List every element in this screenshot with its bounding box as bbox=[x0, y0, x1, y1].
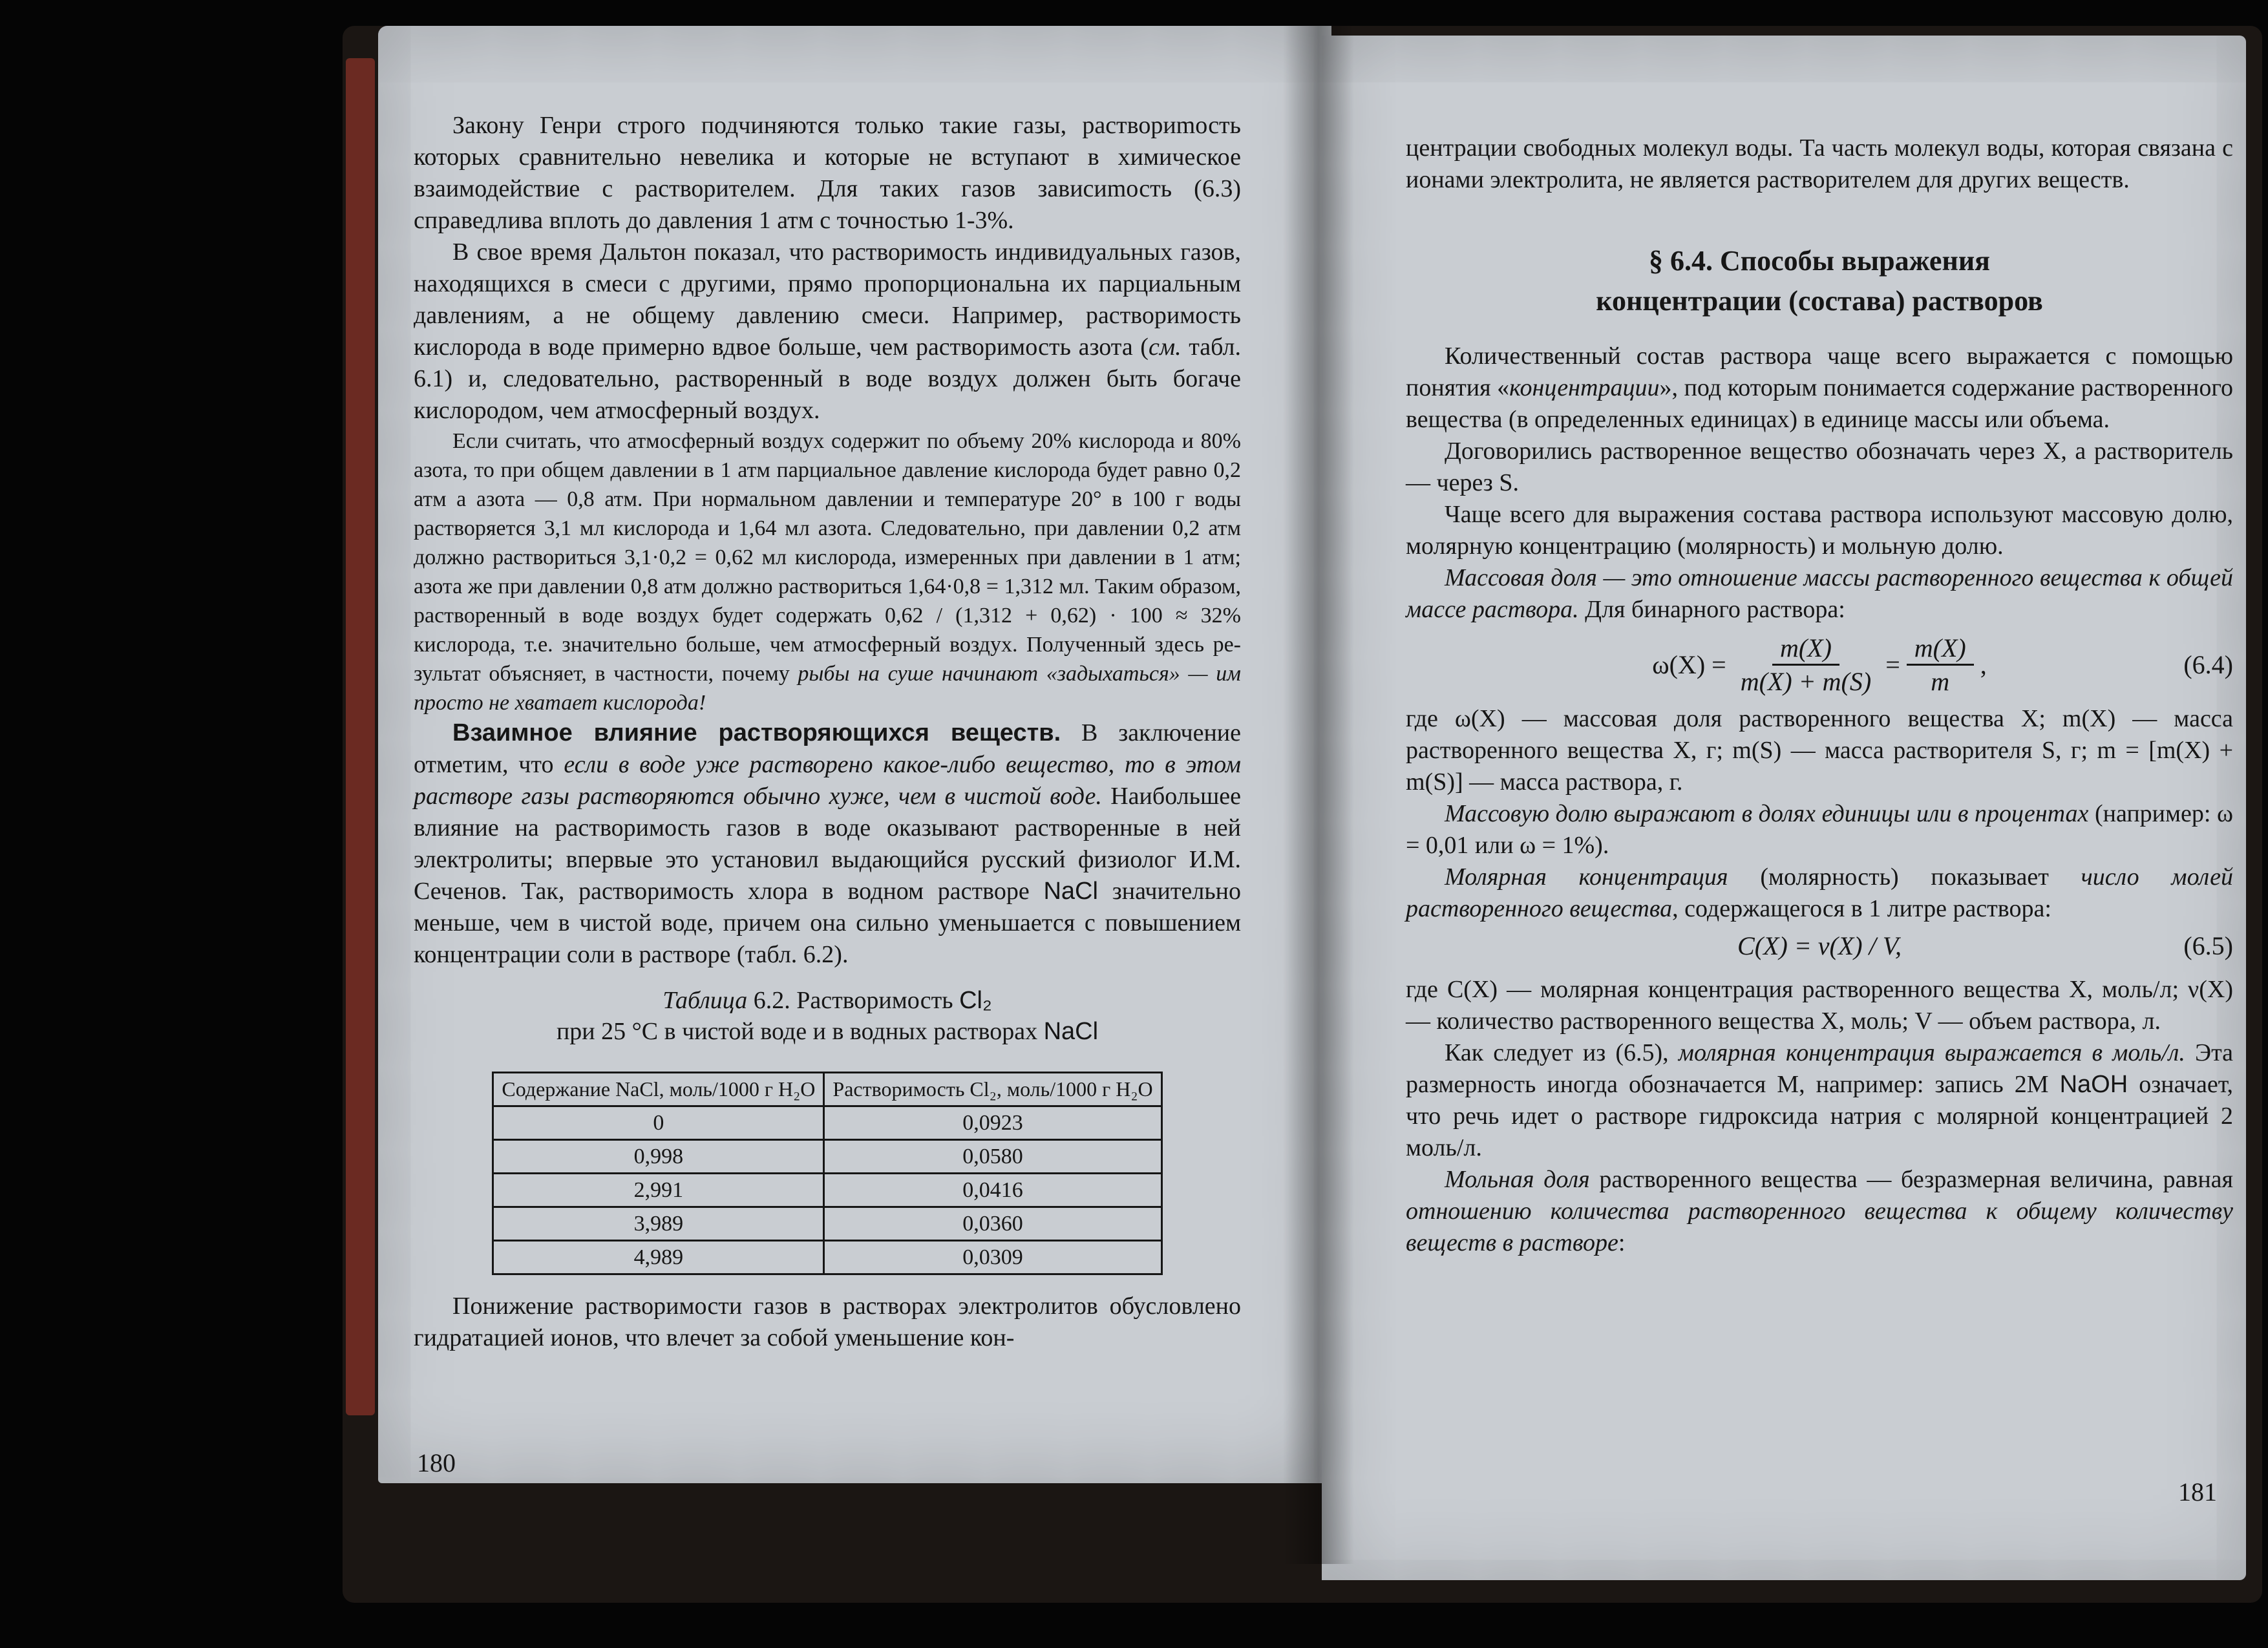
naoh-formula: NaOH bbox=[2059, 1071, 2128, 1098]
formula1-fraction-1 bbox=[1733, 632, 1879, 697]
left-page bbox=[378, 26, 1331, 1483]
mass-fraction-binary: Для бинарного раствора: bbox=[1578, 596, 1845, 623]
table-row bbox=[493, 1207, 1161, 1241]
table-caption-label: Таблица bbox=[662, 987, 748, 1014]
units-italic: молярная концентрация выражается в моль/л. bbox=[1678, 1039, 2185, 1066]
section-heading-line-1: § 6.4. Способы выражения bbox=[1649, 245, 1990, 277]
table-cell: 0,0309 bbox=[824, 1241, 1161, 1274]
formula1-num1: m(X) bbox=[1772, 632, 1839, 666]
left-page-text bbox=[414, 110, 1241, 1354]
table-caption-cl2: Cl₂ bbox=[959, 987, 992, 1014]
concentration-b: », под которым понимается содержание растворенного вещества (в определенных единицах) в единице массы или объема. bbox=[1406, 374, 2233, 433]
formula1-eq: = bbox=[1885, 650, 1900, 679]
solubility-table bbox=[492, 1072, 1162, 1275]
mutual-italic: если в воде уже растворено какое-либо вещество, то в этом растворе газы растворяются обычно хуже, чем в чистой воде. bbox=[414, 751, 1241, 810]
right-paragraph-mass-vars: где ω(X) — массовая доля растворенного вещества X; m(X) — масса растворенного вещества X, г; m(S) — масса растворителя S, г; m = [m(X) + m(S)] — масса раствора, г. bbox=[1406, 705, 2233, 796]
table-caption-2: при 25 °С в чистой воде и в водных растворах bbox=[556, 1018, 1044, 1045]
table-caption-1: 6.2. Растворимость bbox=[747, 987, 960, 1014]
right-paragraph-mass-fraction bbox=[1406, 562, 2233, 626]
page-number-right: 181 bbox=[2178, 1477, 2217, 1506]
right-paragraph-concentration bbox=[1406, 341, 2233, 436]
dalton-text-end: табл. 6.1) и, следовательно, растворенный в воде воздух должен быть богаче кислородом, чем атмосферный воздух. bbox=[414, 333, 1241, 424]
mutual-c: значительно меньше, чем в чистой воде, причем она сильно уменьшается с повышением концентрации соли в растворе (табл. 6.2). bbox=[414, 878, 1241, 968]
formula1-den1: m(X) + m(S) bbox=[1740, 666, 1872, 696]
left-paragraph-mutual bbox=[414, 717, 1241, 971]
right-paragraph-notation: Договорились растворенное вещество обозначать через X, а растворитель — через S. bbox=[1406, 438, 2233, 496]
units-b: Эта размерность иногда обозначается М, например: запись 2М bbox=[1406, 1039, 2233, 1098]
table-cell: 0 bbox=[493, 1106, 824, 1140]
table-cell: 3,989 bbox=[493, 1207, 824, 1241]
nacl-formula: NaCl bbox=[1043, 878, 1098, 905]
right-page-text bbox=[1406, 132, 2233, 1259]
table-header-row bbox=[493, 1073, 1161, 1106]
units-a: Как следует из (6.5), bbox=[1445, 1039, 1679, 1066]
formula1-lhs: ω(X) = bbox=[1652, 650, 1726, 679]
left-paragraph-example bbox=[414, 427, 1241, 717]
formula-molarity bbox=[1406, 930, 2233, 969]
table-cell: 0,998 bbox=[493, 1140, 824, 1174]
molarity-b: , содержащегося в 1 литре раствора: bbox=[1672, 895, 2051, 922]
table-row bbox=[493, 1140, 1161, 1174]
table-cell: 4,989 bbox=[493, 1241, 824, 1274]
mutual-a: В заключение отметим, что bbox=[414, 719, 1242, 778]
mole-fraction-italic: отношению количества растворенного вещества к общему количеству веществ в растворе bbox=[1406, 1198, 2233, 1256]
mole-fraction-term: Мольная доля bbox=[1445, 1166, 1590, 1193]
table-cell: 0,0360 bbox=[824, 1207, 1161, 1241]
table-header-cl2: Растворимость Cl₂, моль/1000 г H₂O bbox=[824, 1073, 1161, 1106]
table-cell: 0,0580 bbox=[824, 1140, 1161, 1174]
table-caption bbox=[414, 985, 1241, 1047]
table-caption-nacl: NaCl bbox=[1043, 1018, 1099, 1045]
right-paragraph-molarity-units bbox=[1406, 1037, 2233, 1164]
table-header-nacl: Содержание NaCl, моль/1000 г H₂O bbox=[493, 1073, 824, 1106]
right-paragraph-mass-units bbox=[1406, 798, 2233, 861]
section-heading-line-2: концентрации (состава) растворов bbox=[1596, 285, 2043, 317]
left-paragraph-dalton bbox=[414, 237, 1241, 427]
right-paragraph-molarity bbox=[1406, 861, 2233, 925]
page-number-left: 180 bbox=[417, 1448, 456, 1477]
see-ref: см. bbox=[1148, 333, 1182, 361]
formula1-num2: m(X) bbox=[1907, 632, 1974, 666]
table-row bbox=[493, 1174, 1161, 1207]
molarity-italic: число молей растворенного вещества bbox=[1406, 863, 2233, 922]
formula1-den2: m bbox=[1931, 666, 1950, 696]
table-cell: 0,0923 bbox=[824, 1106, 1161, 1140]
book-spine bbox=[346, 58, 375, 1415]
right-page bbox=[1322, 36, 2246, 1580]
equation-number-6-4: (6.4) bbox=[2183, 650, 2233, 679]
table-row bbox=[493, 1106, 1161, 1140]
left-paragraph-henry: Закону Генри строго подчиняются только такие газы, раствориmость которых сравнительно невелика и которые не вступают в химическое взаимодействие с растворителем. Для таких газов зависиmость (6.3) справедлива вплоть до давления 1 атм с точностью 1-3%. bbox=[414, 112, 1241, 234]
equation-number-6-5: (6.5) bbox=[2183, 931, 2233, 960]
table-row bbox=[493, 1241, 1161, 1274]
molarity-term: Молярная концентрация bbox=[1445, 863, 1728, 891]
mass-fraction-def: Массовая доля — это отношение массы растворенного вещества к общей массе раствора. bbox=[1406, 564, 2233, 623]
formula1-fraction-2 bbox=[1907, 632, 1974, 697]
molarity-a: (молярность) показывает bbox=[1728, 863, 2081, 891]
example-fish: рыбы на суше начинают «задыхаться» — им просто не хватает кислорода! bbox=[414, 662, 1241, 715]
units-c: означает, что речь идет о растворе гидроксида натрия с молярной концентрацией 2 моль/л. bbox=[1406, 1071, 2233, 1161]
section-heading bbox=[1406, 241, 2233, 321]
concentration-a: Количественный состав раствора чаще всего выражается с помощью понятия « bbox=[1406, 343, 2233, 401]
book-gutter bbox=[1283, 26, 1354, 1564]
formula-mass-fraction bbox=[1406, 626, 2233, 703]
mass-units-example: (например: ω = 0,01 или ω = 1%). bbox=[1406, 800, 2234, 859]
dalton-text: В свое время Дальтон показал, что растворимость индивидуальных газов, находящихся в смеси с другими, прямо пропорциональна их парциальным давлениям, а не общему давлению смеси. Например, растворимость кислорода в воде примерно вдвое больше, чем растворимость азота ( bbox=[414, 238, 1241, 361]
formula2-text: C(X) = ν(X) / V, bbox=[1737, 931, 1902, 960]
right-paragraph-molarity-vars: где C(X) — молярная концентрация растворенного вещества X, моль/л; ν(X) — количество растворенного вещества X, моль; V — объем раствора, л. bbox=[1406, 976, 2233, 1035]
mole-fraction-a: растворенного вещества — безразмерная величина, равная bbox=[1589, 1166, 2233, 1193]
right-paragraph-methods: Чаще всего для выражения состава раствора используют массовую долю, молярную концентрацию (молярность) и мольную долю. bbox=[1406, 501, 2233, 560]
mass-units-italic: Массовую долю выражают в долях единицы или в процентах bbox=[1445, 800, 2089, 827]
right-paragraph-mole-fraction bbox=[1406, 1164, 2233, 1259]
concentration-italic: концентрации bbox=[1509, 374, 1660, 401]
left-paragraph-hydration: Понижение растворимости газов в растворах электролитов обусловлено гидратацией ионов, что влечет за собой уменьшение кон- bbox=[414, 1293, 1241, 1351]
table-cell: 2,991 bbox=[493, 1174, 824, 1207]
mutual-b: Наибольшее влияние на растворимость газов в воде оказывают растворенные в ней электролиты; впервые это установил выдающийся русский физиолог И.М. Сеченов. Так, растворимость хлора в водном растворе bbox=[414, 783, 1241, 905]
formula1-comma: , bbox=[1980, 650, 1987, 679]
mole-fraction-b: : bbox=[1618, 1229, 1626, 1256]
right-paragraph-continuation: центрации свободных молекул воды. Та часть молекул воды, которая связана с ионами электролита, не является растворителем для других веществ. bbox=[1406, 134, 2233, 193]
example-text: Если считать, что атмосферный воздух содержит по объему 20% кислорода и 80% азота, то при общем давлении в 1 атм парциальное давление кислорода будет равно 0,2 атм а азота — 0,8 атм. При нормальном давлении и температуре 20° в 100 г воды растворяется 3,1 мл кислорода и 1,64 мл азота. Следовательно, при давлении 0,2 атм должно раствориться 3,1·0,2 = 0,62 мл кислорода, измеренных при давлении в 1 атм; азота же при давлении 0,8 атм должно раствориться 1,64·0,8 = 1,312 мл. Таким образом, растворенный в воде воздух будет содержать 0,62 / (1,312 + 0,62) · 100 ≈ 32% кислорода, т.е. значительно больше, чем атмосферный воздух. Полученный здесь результат объясняет, в частности, почему bbox=[414, 429, 1241, 686]
mutual-heading: Взаимное влияние растворяющихся веществ. bbox=[452, 719, 1061, 746]
table-cell: 0,0416 bbox=[824, 1174, 1161, 1207]
